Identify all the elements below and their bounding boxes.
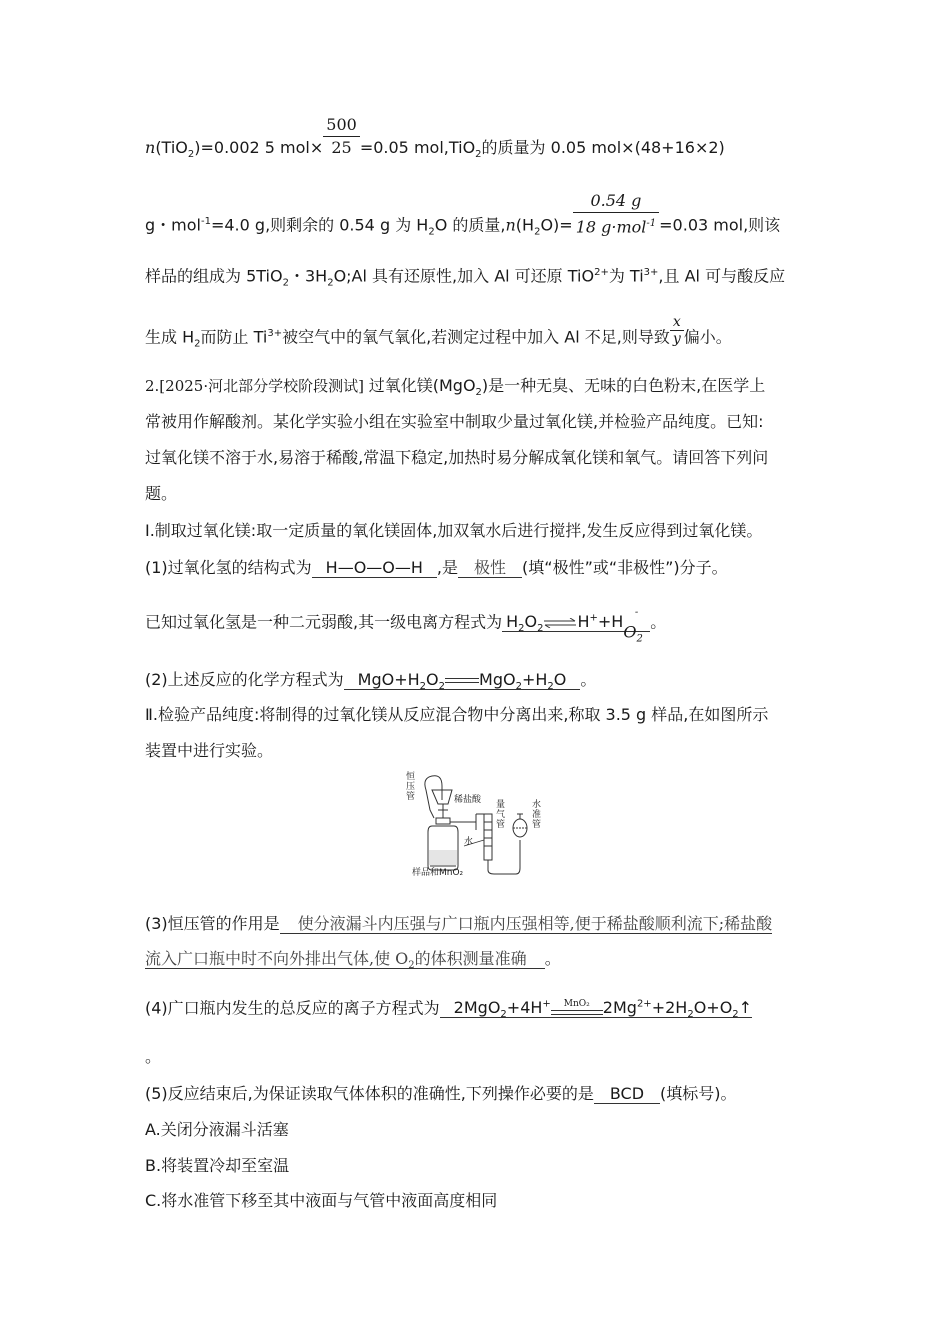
text: O xyxy=(623,622,637,642)
text: g・mol xyxy=(145,215,201,235)
text: 过氧化镁(MgO xyxy=(368,376,476,395)
subscript: 2 xyxy=(547,681,554,693)
sub-question-3-cont xyxy=(145,948,561,977)
subscript: 2 xyxy=(475,149,482,161)
subscript: 2 xyxy=(687,1009,694,1021)
text: MgO+H xyxy=(357,670,420,689)
numerator: x xyxy=(670,314,684,331)
text: 偏小。 xyxy=(683,327,732,347)
answer-line-2 xyxy=(145,949,545,972)
label-water: 水 xyxy=(464,837,474,847)
superscript: - xyxy=(634,607,639,618)
answer-polarity: 极性 xyxy=(458,558,522,578)
text: O xyxy=(426,670,439,689)
sub-question-4-end: 。 xyxy=(145,1047,162,1066)
solution-line-4 xyxy=(145,314,732,356)
section-1-heading: Ⅰ.制取过氧化镁:取一定质量的氧化镁固体,加双氧水后进行搅拌,发生反应得到过氧化镁。 xyxy=(145,521,763,540)
subscript: 2 xyxy=(518,623,525,635)
superscript: + xyxy=(589,613,598,624)
answer-line-1: 使分液漏斗内压强与广口瓶内压强相等,便于稀盐酸顺利流下;稀盐酸 xyxy=(280,914,772,934)
reaction-condition xyxy=(551,999,603,1019)
subscript: 2 xyxy=(636,633,643,645)
text: 。 xyxy=(650,612,667,632)
superscript: 2+ xyxy=(594,267,609,278)
subscript: 2 xyxy=(194,338,201,350)
text: (H xyxy=(515,215,535,235)
denominator-text: 18 g·mol xyxy=(575,216,647,236)
label-gas-tube: 量气管 xyxy=(496,800,506,830)
sub-question-2 xyxy=(145,669,596,698)
text: 流入广口瓶中时不向外排出气体,使 O xyxy=(145,949,409,968)
solution-line-1 xyxy=(145,115,725,166)
subscript: 2 xyxy=(419,681,427,693)
text: 生成 H xyxy=(145,327,195,347)
text: 已知过氧化氢是一种二元弱酸,其一级电离方程式为 xyxy=(145,612,503,632)
subscript: 2 xyxy=(187,149,195,161)
question-2-line-1 xyxy=(145,375,765,404)
denominator: 25 xyxy=(331,138,352,157)
denominator: y xyxy=(672,331,681,348)
solution-line-2 xyxy=(145,190,781,244)
numerator: 500 xyxy=(323,114,360,137)
section-2-heading-cont: 装置中进行实验。 xyxy=(145,741,274,760)
superscript: 3+ xyxy=(643,267,659,278)
answer-ionic-equation xyxy=(440,998,753,1021)
text: =0.05 mol,TiO xyxy=(359,138,476,157)
text: 的质量为 0.05 mol×(48+16×2) xyxy=(481,138,725,157)
subscript: 2 xyxy=(428,226,435,238)
sub-question-1-ionization xyxy=(145,607,667,645)
subscript: 2 xyxy=(534,226,541,238)
label-level-tube: 水准管 xyxy=(532,800,542,830)
superscript: 3+ xyxy=(267,328,283,339)
text: (1)过氧化氢的结构式为 xyxy=(145,558,312,577)
subscript: 2 xyxy=(327,277,334,289)
subscript: 2 xyxy=(500,1009,507,1021)
text: (5)反应结束后,为保证读取气体体积的准确性,下列操作必要的是 xyxy=(145,1084,594,1103)
text: 样品的组成为 5TiO xyxy=(145,266,283,286)
text: O)= xyxy=(540,215,573,235)
option-a: A.关闭分液漏斗活塞 xyxy=(145,1120,289,1139)
question-2-line-4: 题。 xyxy=(145,484,178,503)
superscript: -1 xyxy=(646,217,657,229)
sub-question-4 xyxy=(145,994,752,1027)
sub-question-3 xyxy=(145,913,772,935)
text: ,是 xyxy=(436,558,459,577)
equals-sign-icon xyxy=(551,1010,603,1015)
text: 而防止 Ti xyxy=(200,327,268,347)
text: O;Al 具有还原性,加入 Al 可还原 TiO xyxy=(333,266,595,286)
text: +H xyxy=(521,670,548,689)
text: O xyxy=(524,612,538,632)
subscript: 2 xyxy=(537,623,544,635)
text: (填“极性”或“非极性”)分子。 xyxy=(522,558,728,577)
text: (3)恒压管的作用是 xyxy=(145,914,280,933)
answer-structural-formula: H—O—O—H xyxy=(312,558,437,578)
text: ,且 Al 可与酸反应 xyxy=(658,266,786,286)
option-b: B.将装置冷却至室温 xyxy=(145,1156,290,1175)
text: )是一种无臭、无味的白色粉末,在医学上 xyxy=(481,376,766,395)
label-sample: 样品和MnO₂ xyxy=(412,868,464,878)
text: O xyxy=(553,670,567,689)
question-source: 2.[2025·河北部分学校阶段测试] xyxy=(145,377,369,395)
answer-chemical-equation xyxy=(344,670,581,693)
reversible-arrow-icon xyxy=(543,618,577,628)
subscript: 2 xyxy=(515,681,522,693)
numerator: 0.54 g xyxy=(573,190,659,213)
option-c: C.将水准管下移至其中液面与气管中液面高度相同 xyxy=(145,1191,498,1210)
label-dilute-hcl: 稀盐酸 xyxy=(454,795,482,805)
apparatus-drawing xyxy=(404,770,550,878)
equals-sign-icon xyxy=(445,676,479,686)
text: O 的质量, xyxy=(434,215,506,235)
text: +H xyxy=(597,612,624,632)
var-n: n xyxy=(145,138,156,157)
catalyst-label: MnO₂ xyxy=(563,998,590,1009)
text: ・3H xyxy=(288,266,328,286)
text: 2Mg xyxy=(602,998,637,1018)
question-2-line-2: 常被用作解酸剂。某化学实验小组在实验室中制取少量过氧化镁,并检验产品纯度。已知: xyxy=(145,412,764,431)
text: 的体积测量准确 xyxy=(414,949,527,968)
sub-question-5 xyxy=(145,1083,737,1105)
text: =0.03 mol,则该 xyxy=(659,215,781,235)
superscript: 2+ xyxy=(636,999,652,1010)
superscript: + xyxy=(542,999,551,1010)
label-constant-pressure-tube: 恒压管 xyxy=(406,772,416,802)
subscript: 2 xyxy=(732,1009,739,1021)
text: 为 Ti xyxy=(608,266,644,286)
text: H xyxy=(577,612,590,632)
text: H xyxy=(506,612,519,632)
sub-question-1 xyxy=(145,557,728,579)
fraction xyxy=(323,114,360,159)
text: (TiO xyxy=(155,138,188,157)
text: (2)上述反应的化学方程式为 xyxy=(145,670,344,689)
subscript: 2 xyxy=(408,960,415,972)
text: +2H xyxy=(651,998,688,1018)
fraction-x-y xyxy=(670,314,684,347)
text: (4)广口瓶内发生的总反应的离子方程式为 xyxy=(145,998,440,1018)
subscript: 2 xyxy=(282,277,289,289)
text: =4.0 g,则剩余的 0.54 g 为 H xyxy=(210,215,429,235)
solution-line-3 xyxy=(145,262,785,295)
text: 。 xyxy=(580,670,597,689)
text: +4H xyxy=(506,998,543,1018)
superscript: -1 xyxy=(200,216,211,227)
denominator xyxy=(573,213,659,238)
text: O+O xyxy=(693,998,733,1018)
gas-arrow: ↑ xyxy=(738,998,753,1018)
fraction xyxy=(573,190,659,238)
text: 被空气中的氧气氧化,若测定过程中加入 Al 不足,则导致 xyxy=(282,327,670,347)
subscript: 2 xyxy=(475,387,482,399)
text: MgO xyxy=(479,670,516,689)
var-n: n xyxy=(505,215,516,235)
text: 。 xyxy=(544,949,561,968)
apparatus-figure xyxy=(404,770,550,878)
question-2-line-3: 过氧化镁不溶于水,易溶于稀酸,常温下稳定,加热时易分解成氧化镁和氧气。请回答下列问 xyxy=(145,448,769,467)
text: )=0.002 5 mol× xyxy=(194,138,324,157)
ion-ho2 xyxy=(623,607,646,651)
subscript: 2 xyxy=(438,681,446,693)
answer-options: BCD xyxy=(594,1084,660,1104)
section-2-heading: Ⅱ.检验产品纯度:将制得的过氧化镁从反应混合物中分离出来,称取 3.5 g 样品,在如图所示 xyxy=(145,705,769,724)
answer-ionization-equation xyxy=(502,607,650,645)
text: (填标号)。 xyxy=(660,1084,737,1103)
text: 2MgO xyxy=(453,998,501,1018)
